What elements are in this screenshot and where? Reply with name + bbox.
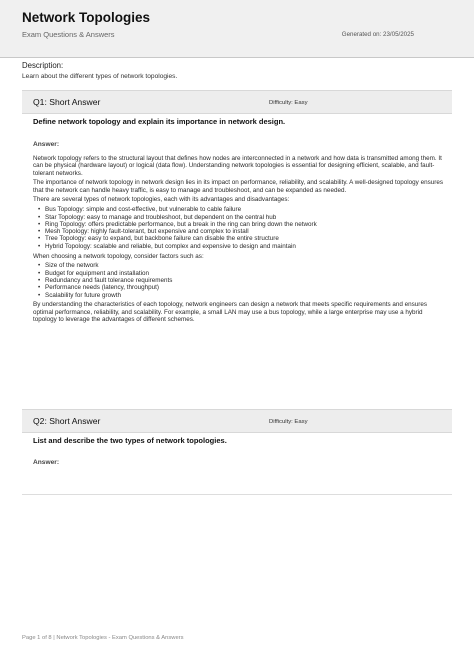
list-item: • Mesh Topology: highly fault-tolerant, but expensive and complex to install [33,228,445,235]
answer-paragraph: There are several types of network topologies, each with its advantages and disadvantages: [33,196,290,204]
q1-question: Define network topology and explain its importance in network design. [33,117,286,126]
document-title: Network Topologies [22,10,151,25]
page-header [0,0,474,58]
description-label: Description: [22,61,64,70]
q2-question: List and describe the two types of network topologies. [33,436,227,445]
list-item: • Hybrid Topology: scalable and reliable, but complex and expensive to design and maintain [33,243,445,250]
q1-title: Q1: Short Answer [33,97,101,107]
generated-date: Generated on: 23/05/2025 [341,31,414,38]
list-item: • Redundancy and fault tolerance requirements [33,277,445,284]
topology-types-list [33,206,445,250]
q1-header [22,90,452,114]
q1-answer [33,155,445,326]
section-divider [22,494,452,495]
list-item: • Star Topology: easy to manage and troubleshoot, but dependent on the central hub [33,214,445,221]
answer-paragraph: Network topology refers to the structural layout that defines how nodes are interconnected in a network and how data is transmitted among them. It can be physical (hardware layout) or logical (data flow). Understanding network topologies is essential for designing efficient, scalable, and fault-tolerant networks. [33,155,442,177]
list-item: • Budget for equipment and installation [33,270,445,277]
q2-answer-label: Answer: [33,459,60,466]
list-item: • Size of the network [33,262,445,269]
list-item: • Bus Topology: simple and cost-effective, but vulnerable to cable failure [33,206,445,213]
answer-paragraph: When choosing a network topology, consider factors such as: [33,252,204,260]
list-item: • Scalability for future growth [33,292,445,299]
answer-paragraph: By understanding the characteristics of each topology, network engineers can design a network that meets specific requirements and ensures optimal performance, reliability, and scalability. For example, a small LAN may use a bus topology, while a large enterprise may use a hybrid topology to leverage the advantages of different schemes. [33,301,428,323]
page-footer: Page 1 of 8 | Network Topologies - Exam Questions & Answers [22,635,184,641]
list-item: • Ring Topology: offers predictable performance, but a break in the ring can bring down the network [33,221,445,228]
answer-paragraph: The importance of network topology in network design lies in its impact on performance, reliability, and scalability. A well-designed topology ensures that the network can handle heavy traffic, is easy to manage and troubleshoot, and can be expanded as needed. [33,179,443,194]
description-text: Learn about the different types of network topologies. [22,73,178,80]
factors-list [33,262,445,298]
q2-title: Q2: Short Answer [33,416,101,426]
document-subtitle: Exam Questions & Answers [22,30,115,39]
q1-answer-label: Answer: [33,141,60,148]
list-item: • Tree Topology: easy to expand, but backbone failure can disable the entire structure [33,235,445,242]
q2-header [22,409,452,433]
q1-difficulty: Difficulty: Easy [269,99,308,106]
list-item: • Performance needs (latency, throughput) [33,284,445,291]
q2-difficulty: Difficulty: Easy [269,418,308,425]
